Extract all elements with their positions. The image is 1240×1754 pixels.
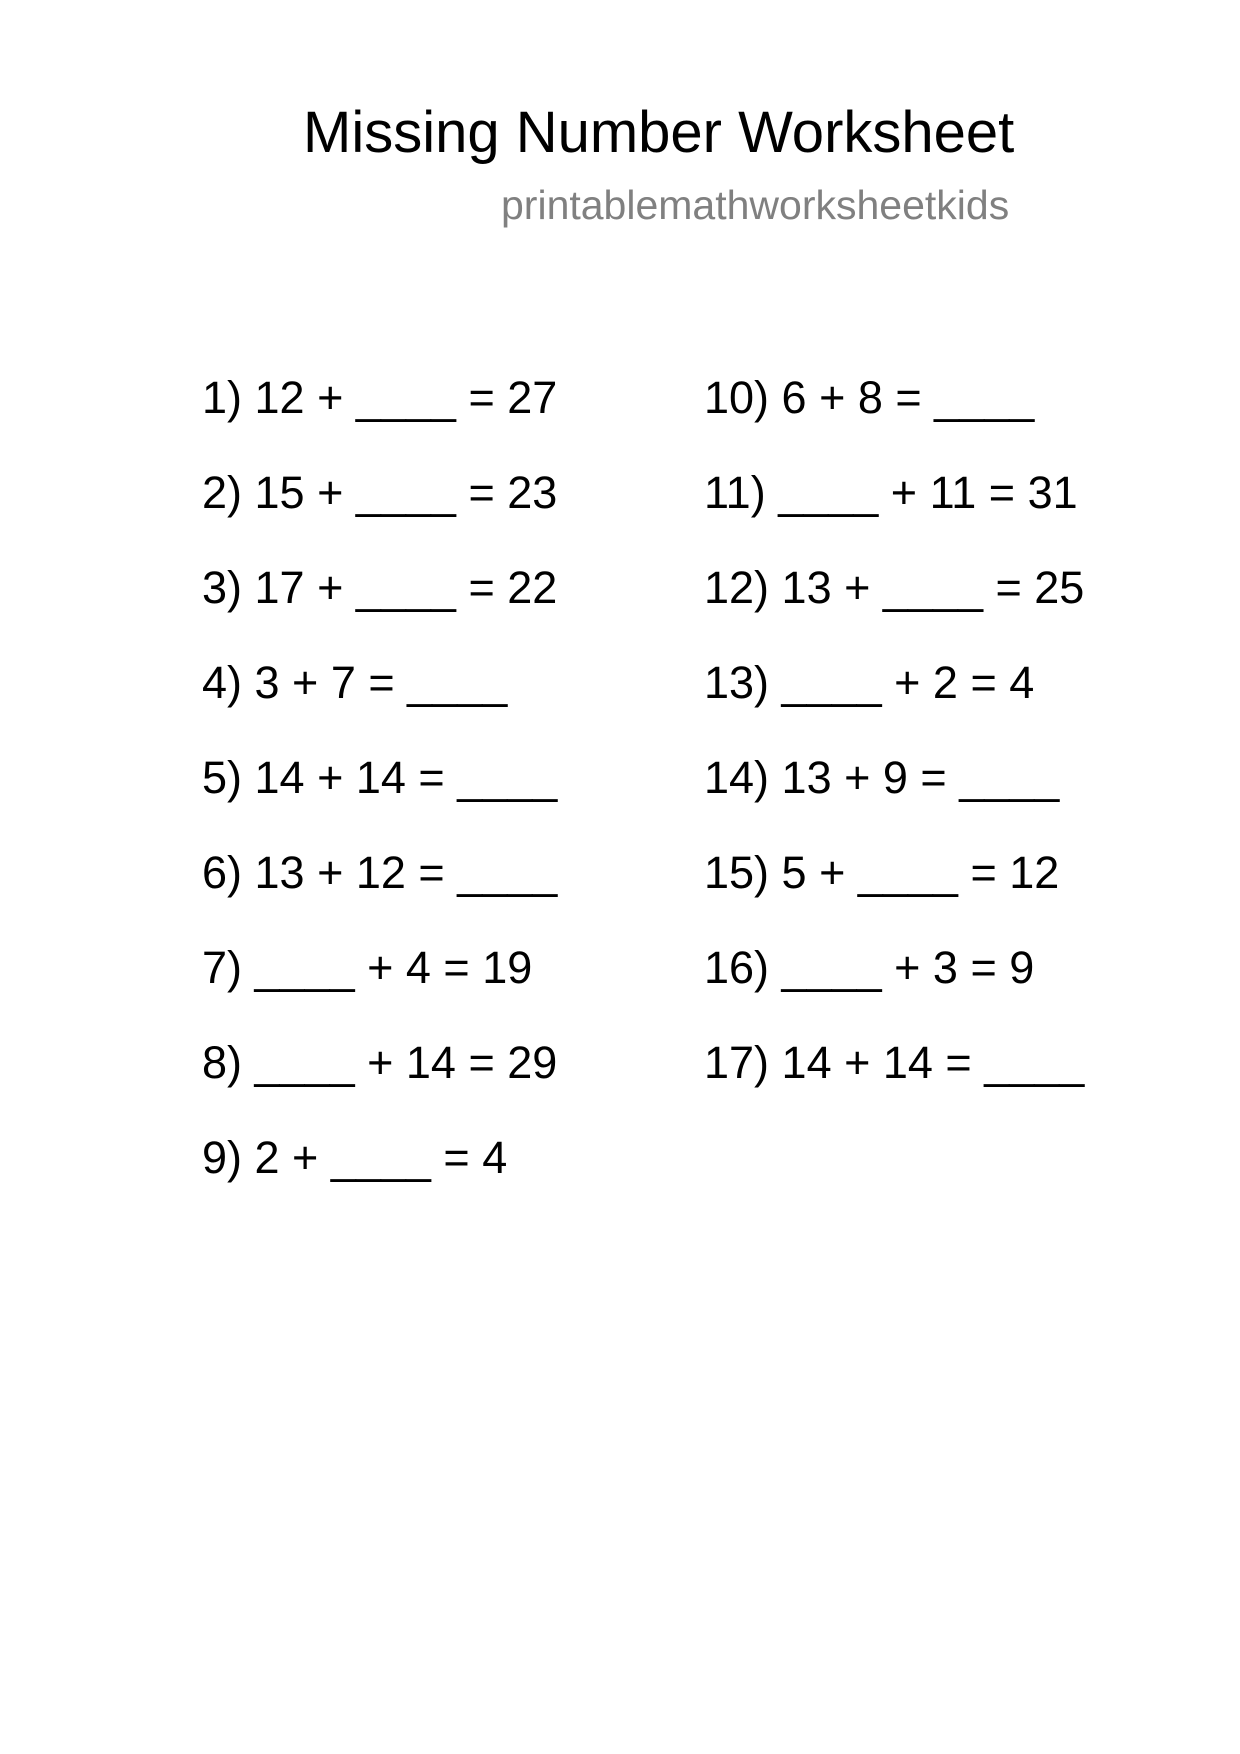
problem-1: 1) 12 + ____ = 27 [202, 372, 558, 423]
worksheet-title: Missing Number Worksheet [303, 100, 1015, 165]
problem-3: 3) 17 + ____ = 22 [202, 562, 558, 613]
problem-15: 15) 5 + ____ = 12 [704, 847, 1060, 898]
problem-7: 7) ____ + 4 = 19 [202, 942, 533, 993]
problem-16: 16) ____ + 3 = 9 [704, 942, 1035, 993]
problems-right-column [704, 350, 1084, 1110]
problem-10: 10) 6 + 8 = ____ [704, 372, 1035, 423]
problem-11: 11) ____ + 11 = 31 [704, 467, 1078, 518]
problem-2: 2) 15 + ____ = 23 [202, 467, 558, 518]
problem-13: 13) ____ + 2 = 4 [704, 657, 1035, 708]
problem-6: 6) 13 + 12 = ____ [202, 847, 558, 898]
problem-8: 8) ____ + 14 = 29 [202, 1037, 558, 1088]
problem-17: 17) 14 + 14 = ____ [704, 1037, 1085, 1088]
problem-4: 4) 3 + 7 = ____ [202, 657, 508, 708]
problem-12: 12) 13 + ____ = 25 [704, 562, 1085, 613]
problem-5: 5) 14 + 14 = ____ [202, 752, 558, 803]
problem-9: 9) 2 + ____ = 4 [202, 1132, 508, 1183]
problems-left-column [202, 350, 557, 1205]
worksheet-subtitle: printablemathworksheetkids [501, 182, 1010, 228]
problem-14: 14) 13 + 9 = ____ [704, 752, 1060, 803]
